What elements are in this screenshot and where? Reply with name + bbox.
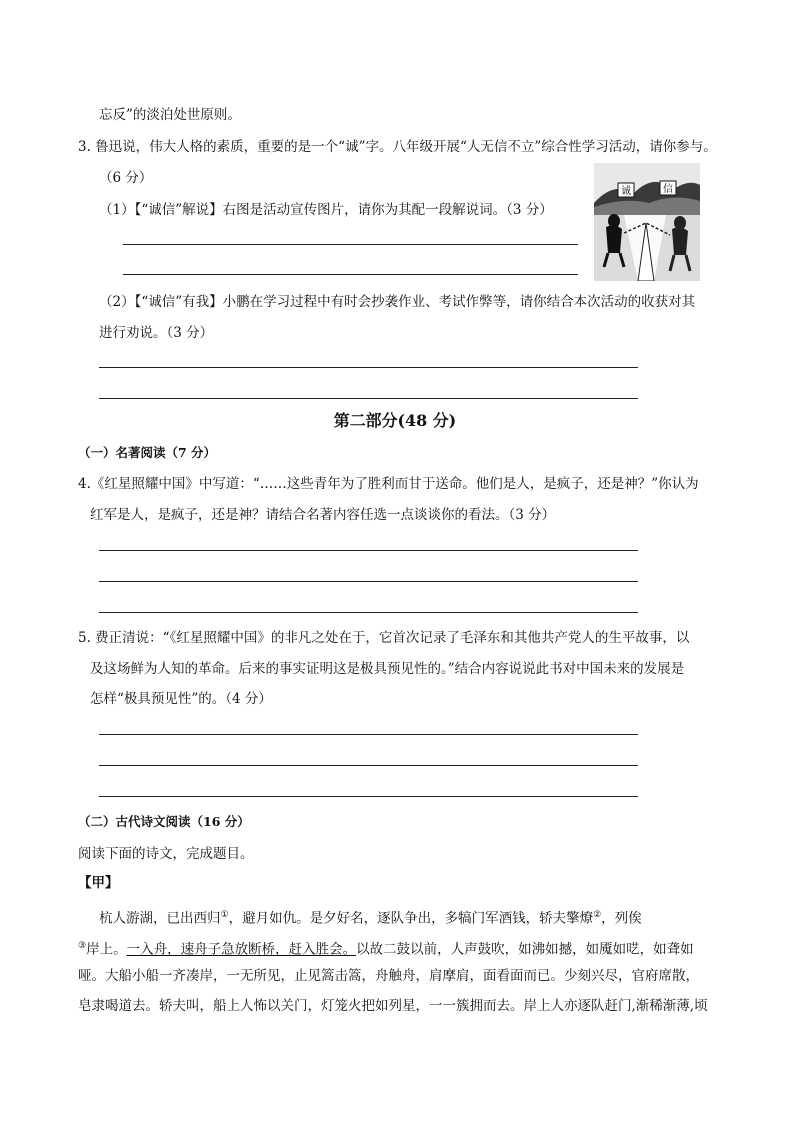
q5-answer-line-2[interactable] [99, 765, 638, 766]
q4-answer-line-2[interactable] [99, 581, 638, 582]
section2-heading: （二）古代诗文阅读（16 分） [78, 814, 250, 829]
q5-line3: 怎样“极具预见性”的。（4 分） [90, 691, 272, 707]
passage-line-2b: 以故二鼓以前，人声鼓吹，如沸如撼，如魇如呓，如聋如 [356, 941, 694, 958]
q5-answer-line-3[interactable] [99, 796, 638, 797]
passage-underlined-sentence: 一入舟，速舟子急放断桥，赶入胜会。 [126, 941, 357, 958]
q4-answer-line-3[interactable] [99, 612, 638, 613]
passage-line-1b: ，避月如仇。是夕好名，逐队争出，多犒门军酒钱，轿夫擎燎 [228, 910, 594, 927]
q3-sub2-answer-line-2[interactable] [99, 398, 638, 399]
passage-line-4: 皂隶喝道去。轿夫叫，船上人怖以关门，灯笼火把如列星，一一簇拥而去。岸上人亦逐队赶门,渐稀渐薄,顷 [78, 998, 708, 1014]
q4-line1: 4.《红星照耀中国》中写道：“……这些青年为了胜利而甘于送命。他们是人，是疯子，还是神？”你认为 [78, 476, 699, 492]
reading-instruction: 阅读下面的诗文，完成题目。 [78, 846, 254, 862]
q3-sub1-answer-line-2[interactable] [123, 274, 578, 275]
q3-sub2-line2: 进行劝说。（3 分） [99, 325, 214, 341]
footnote-3-marker: ③ [78, 941, 87, 951]
passage-line-1c: ，列俟 [601, 910, 642, 927]
promo-sign-left: 诚 [621, 186, 631, 197]
q3-points: （6 分） [99, 170, 153, 186]
q3-sub2-answer-line-1[interactable] [99, 367, 638, 368]
passage-jia-label: 【甲】 [78, 875, 119, 891]
passage-line-3: 哑。大船小船一齐凑岸，一无所见，止见篙击篙，舟触舟，肩摩肩，面看面而已。少刻兴尽，官府席散， [78, 968, 699, 984]
q5-line2: 及这场鲜为人知的革命。后来的事实证明这是极具预见性的。”结合内容说说此书对中国未来的发展是 [90, 661, 685, 677]
q5-answer-line-1[interactable] [99, 734, 638, 735]
q4-answer-line-1[interactable] [99, 550, 638, 551]
q3-sub2-line1: （2）【“诚信”有我】小鹏在学习过程中有时会抄袭作业、考试作弊等，请你结合本次活动的收获对其 [99, 294, 696, 310]
q3-sub1: （1）【“诚信”解说】右图是活动宣传图片，请你为其配一段解说词。（3 分） [99, 202, 553, 218]
q3-sub1-answer-line-1[interactable] [123, 244, 578, 245]
section1-heading: （一）名著阅读（7 分） [78, 445, 217, 460]
passage-line-1a: 杭人游湖，已出西归 [99, 910, 221, 927]
q4-line2: 红军是人，是疯子，还是神？请结合名著内容任选一点谈谈你的看法。（3 分） [90, 507, 556, 523]
footnote-2-marker: ② [593, 910, 602, 920]
q2-tail-text: 忘反”的淡泊处世原则。 [99, 107, 241, 123]
passage-line-2a: 岸上。 [86, 941, 127, 958]
q3-stem: 3. 鲁迅说，伟大人格的素质，重要的是一个“诚”字。八年级开展“人无信不立”综合性学习活动，请你参与。 [78, 139, 717, 155]
passage-line-1 [99, 906, 642, 928]
passage-line-2 [78, 937, 694, 959]
q5-line1: 5. 费正清说：“《红星照耀中国》的非凡之处在于，它首次记录了毛泽东和其他共产党人的生平故事，以 [78, 630, 690, 646]
integrity-illustration [594, 163, 700, 281]
promo-sign-right: 信 [663, 184, 673, 195]
part2-heading: 第二部分(48 分) [333, 411, 457, 430]
footnote-1-marker: ① [220, 910, 229, 920]
integrity-promo-image [594, 163, 700, 281]
